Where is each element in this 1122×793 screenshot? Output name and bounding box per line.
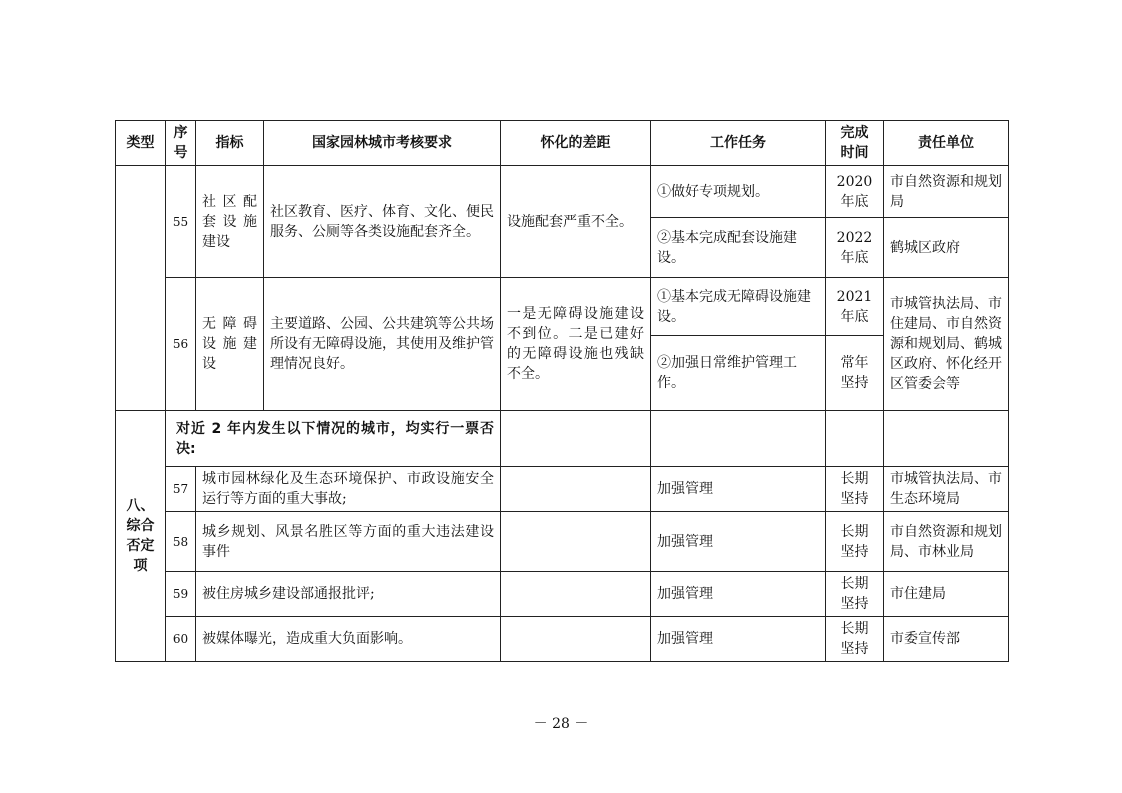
time-57: 长期 坚持 — [826, 467, 884, 512]
header-row — [116, 121, 1009, 166]
header-unit: 责任单位 — [884, 121, 1009, 166]
header-seq: 序 号 — [166, 121, 196, 166]
task-55-1: ①做好专项规划。 — [651, 166, 826, 218]
gap-56: 一是无障碍设施建设不到位。二是已建好的无障碍设施也残缺不全。 — [501, 278, 651, 411]
seq-57: 57 — [166, 467, 196, 512]
unit-59: 市住建局 — [884, 572, 1009, 617]
requirement-56: 主要道路、公园、公共建筑等公共场所设有无障碍设施，其使用及维护管理情况良好。 — [264, 278, 501, 411]
header-gap: 怀化的差距 — [501, 121, 651, 166]
task-58: 加强管理 — [651, 512, 826, 572]
time-56-2: 常年 坚持 — [826, 336, 884, 411]
seq-55: 55 — [166, 166, 196, 278]
category-cell-empty — [116, 166, 166, 411]
unit-56: 市城管执法局、市住建局、市自然资源和规划局、鹤城区政府、怀化经开区管委会等 — [884, 278, 1009, 411]
header-indicator: 指标 — [196, 121, 264, 166]
table-row-58 — [116, 512, 1009, 572]
unit-60: 市委宣传部 — [884, 617, 1009, 662]
table-row-section8-intro — [116, 411, 1009, 467]
task-60: 加强管理 — [651, 617, 826, 662]
table-row-56a — [116, 278, 1009, 336]
seq-59: 59 — [166, 572, 196, 617]
unit-57: 市城管执法局、市生态环境局 — [884, 467, 1009, 512]
item-59: 被住房城乡建设部通报批评; — [196, 572, 501, 617]
time-58: 长期 坚持 — [826, 512, 884, 572]
seq-58: 58 — [166, 512, 196, 572]
table-row-57 — [116, 467, 1009, 512]
gap-55: 设施配套严重不全。 — [501, 166, 651, 278]
empty-cell — [501, 617, 651, 662]
header-type: 类型 — [116, 121, 166, 166]
item-58: 城乡规划、风景名胜区等方面的重大违法建设事件 — [196, 512, 501, 572]
table-row-59 — [116, 572, 1009, 617]
indicator-56: 无障碍设施建设 — [196, 278, 264, 411]
empty-cell — [501, 411, 651, 467]
task-57: 加强管理 — [651, 467, 826, 512]
unit-58: 市自然资源和规划局、市林业局 — [884, 512, 1009, 572]
empty-cell — [501, 572, 651, 617]
empty-cell — [501, 467, 651, 512]
empty-cell — [884, 411, 1009, 467]
indicator-55: 社区配套设施建设 — [196, 166, 264, 278]
unit-55-1: 市自然资源和规划局 — [884, 166, 1009, 218]
seq-60: 60 — [166, 617, 196, 662]
table-row-55a — [116, 166, 1009, 218]
task-55-2: ②基本完成配套设施建设。 — [651, 218, 826, 278]
requirement-55: 社区教育、医疗、体育、文化、便民服务、公厕等各类设施配套齐全。 — [264, 166, 501, 278]
empty-cell — [651, 411, 826, 467]
time-55-1: 2020 年底 — [826, 166, 884, 218]
time-59: 长期 坚持 — [826, 572, 884, 617]
task-56-1: ①基本完成无障碍设施建设。 — [651, 278, 826, 336]
header-requirement: 国家园林城市考核要求 — [264, 121, 501, 166]
page-number: － 28 － — [533, 716, 589, 732]
time-56-1: 2021 年底 — [826, 278, 884, 336]
table-row-60 — [116, 617, 1009, 662]
assessment-table — [115, 120, 1009, 662]
empty-cell — [501, 512, 651, 572]
header-task: 工作任务 — [651, 121, 826, 166]
item-57: 城市园林绿化及生态环境保护、市政设施安全运行等方面的重大事故; — [196, 467, 501, 512]
item-60: 被媒体曝光，造成重大负面影响。 — [196, 617, 501, 662]
header-time: 完成 时间 — [826, 121, 884, 166]
time-55-2: 2022 年底 — [826, 218, 884, 278]
unit-55-2: 鹤城区政府 — [884, 218, 1009, 278]
task-56-2: ②加强日常维护管理工作。 — [651, 336, 826, 411]
time-60: 长期 坚持 — [826, 617, 884, 662]
empty-cell — [826, 411, 884, 467]
section8-intro: 对近 2 年内发生以下情况的城市，均实行一票否决: — [166, 411, 501, 467]
seq-56: 56 — [166, 278, 196, 411]
task-59: 加强管理 — [651, 572, 826, 617]
category-section8: 八、 综合 否定 项 — [116, 411, 166, 662]
